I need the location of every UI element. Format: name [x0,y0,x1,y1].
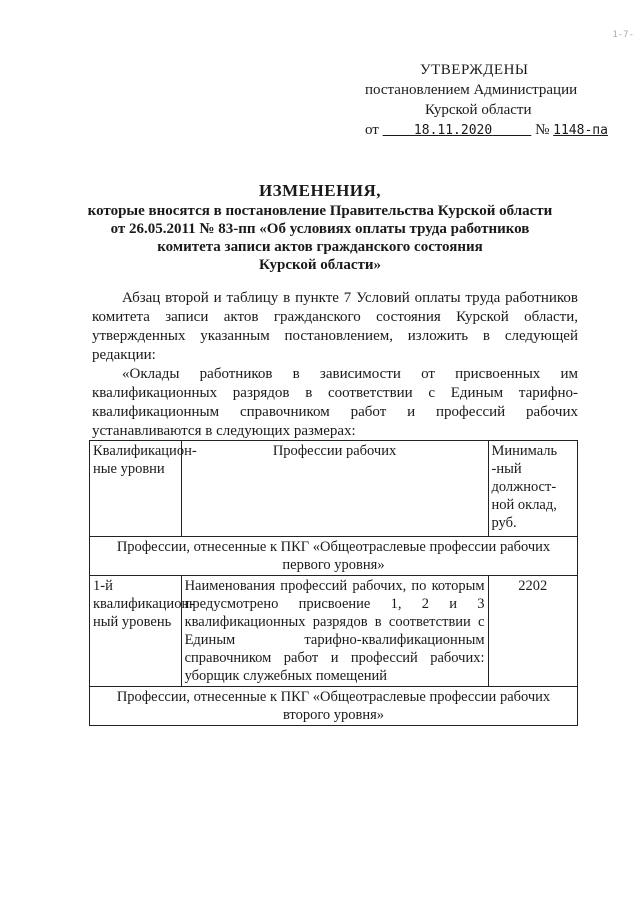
heading-line-2: от 26.05.2011 № 83-пп «Об условиях оплаты труда работников [110,221,530,237]
margin-mark: 1-7- [612,30,634,40]
number-prefix: № [535,122,550,138]
table-group-row [90,537,578,576]
table-group-row [90,687,578,726]
paragraph-2: «Оклады работников в зависимости от присвоенных им квалификационных разрядов в соответствии с Единым тарифно-квалификационным справочником работ и профессий рабочих устанавливаются в следующих размерах: [92,366,578,439]
header-salary: Минималь -ный должност-ной оклад, руб. [488,441,578,537]
approval-region: Курской области [425,102,532,118]
group-second-level: Профессии, отнесенные к ПКГ «Общеотраслевые профессии рабочих второго уровня» [90,687,578,726]
header-levels: Квалификацион-ные уровни [90,441,182,537]
table-row [90,576,578,687]
body-text [92,289,578,441]
approval-issuer: постановлением Администрации [365,82,578,98]
row-salary: 2202 [488,576,578,687]
approval-title: УТВЕРЖДЕНЫ [420,62,529,78]
paragraph-1: Абзац второй и таблицу в пункте 7 Условий оплаты труда работников комитета записи актов гражданского состояния Курской области, утвержденных указанным постановлением, изложить в следующей редакции: [92,290,578,363]
heading-line-4: Курской области» [258,257,382,273]
heading-line-3: комитета записи актов гражданского состояния [157,239,483,255]
approval-date: 18.11.2020 [413,123,493,138]
heading-title: ИЗМЕНЕНИЯ, [258,181,382,200]
group-first-level: Профессии, отнесенные к ПКГ «Общеотраслевые профессии рабочих первого уровня» [90,537,578,576]
approval-number: 1148-па [553,123,608,138]
heading-line-1: которые вносятся в постановление Правительства Курской области [87,203,553,219]
table-header-row [90,441,578,537]
salary-table [89,440,578,726]
row-professions: Наименования профессий рабочих, по которым предусмотрено присвоение 1, 2 и 3 квалификационных разрядов в соответствии с Единым тарифно-квалификационным справочником работ и профессий рабочих: уборщик служебных помещений [181,576,488,687]
approval-date-line [365,120,608,141]
header-professions: Профессии рабочих [181,441,488,537]
date-prefix: от [365,122,379,138]
document-heading [70,182,570,274]
row-level: 1-й квалификацион-ный уровень [90,576,182,687]
